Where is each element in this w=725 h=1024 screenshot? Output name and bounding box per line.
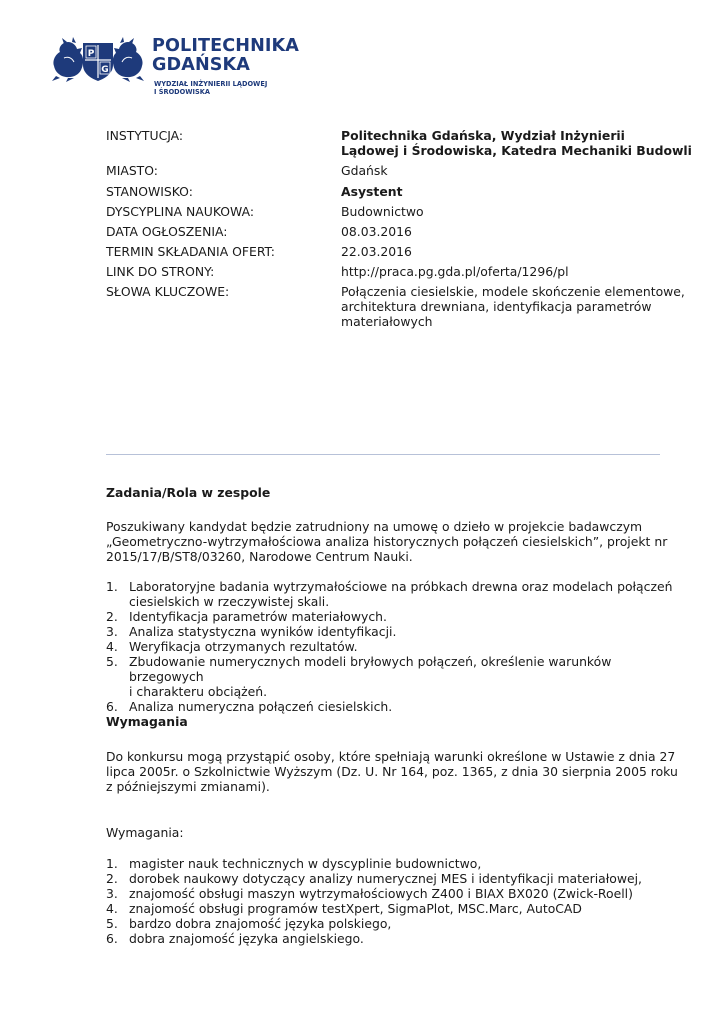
university-name-line-2: GDAŃSKA [152, 55, 251, 75]
list-item: 2. Identyfikacja parametrów materiałowych. [106, 609, 387, 624]
detail-label: LINK DO STRONY: [106, 264, 215, 279]
detail-value: Politechnika Gdańska, Wydział Inżynierii Lądowej i Środowiska, Katedra Mechaniki Budowli [341, 128, 692, 158]
list-item: 5. bardzo dobra znajomość języka polskiego, [106, 916, 392, 931]
university-name [152, 37, 299, 75]
griffin-emblem-icon [50, 36, 146, 82]
requirements-subtitle: Wymagania: [106, 825, 184, 840]
section-divider [106, 454, 660, 455]
list-item: 6. dobra znajomość języka angielskiego. [106, 931, 364, 946]
list-item: 2. dorobek naukowy dotyczący analizy numerycznej MES i identyfikacji materiałowej, [106, 871, 642, 886]
detail-label: DYSCYPLINA NAUKOWA: [106, 204, 255, 219]
university-name-line-1: POLITECHNIKA [152, 36, 299, 56]
list-item: 3. Analiza statystyczna wyników identyfikacji. [106, 624, 397, 639]
detail-label: TERMIN SKŁADANIA OFERT: [106, 244, 275, 259]
detail-value: 08.03.2016 [341, 224, 412, 239]
tasks-list [106, 579, 686, 714]
detail-label: INSTYTUCJA: [106, 128, 184, 143]
list-item: 4. Weryfikacja otrzymanych rezultatów. [106, 639, 358, 654]
list-item: 1. magister nauk technicznych w dyscyplinie budownictwo, [106, 856, 482, 871]
emblem-letter-g: G [101, 65, 109, 75]
tasks-intro: Poszukiwany kandydat będzie zatrudniony na umowę o dzieło w projekcie badawczym „Geometryczno-wytrzymałościowa analiza historycznych połączeń ciesielskich”, projekt nr 2015/17/B/ST8/03260, Narodowe Centrum Nauki. [106, 519, 668, 564]
requirements-list [106, 856, 686, 946]
detail-label: MIASTO: [106, 163, 158, 178]
emblem-letter-p: P [87, 49, 95, 59]
list-item: 3. znajomość obsługi maszyn wytrzymałościowych Z400 i BIAX BX020 (Zwick-Roell) [106, 886, 633, 901]
tasks-heading: Zadania/Rola w zespole [106, 485, 271, 500]
detail-label: STANOWISKO: [106, 184, 193, 199]
faculty-name-line-1: WYDZIAŁ INŻYNIERII LĄDOWEJ [154, 80, 268, 88]
requirements-intro: Do konkursu mogą przystąpić osoby, które spełniają warunki określone w Ustawie z dnia 27 lipca 2005r. o Szkolnictwie Wyższym (Dz. U. Nr 164, poz. 1365, z dnia 30 sierpnia 2005 roku z późniejszymi zmianami). [106, 749, 678, 794]
detail-label: SŁOWA KLUCZOWE: [106, 284, 230, 299]
list-item: 4. znajomość obsługi programów testXpert, SigmaPlot, MSC.Marc, AutoCAD [106, 901, 582, 916]
detail-value: Połączenia ciesielskie, modele skończenie elementowe, architektura drewniana, identyfikacja parametrów materiałowych [341, 284, 685, 329]
university-logo [50, 36, 299, 100]
faculty-name-line-2: I ŚRODOWISKA [154, 88, 210, 97]
detail-value: Asystent [341, 184, 403, 199]
detail-value: Gdańsk [341, 163, 388, 178]
list-item: 5. Zbudowanie numerycznych modeli bryłowych połączeń, określenie warunków brzegowych i charakteru obciążeń. [106, 654, 612, 699]
faculty-name [154, 80, 267, 97]
list-item: 6. Analiza numeryczna połączeń ciesielskich. [106, 699, 393, 714]
requirements-heading: Wymagania [106, 714, 188, 729]
detail-value: Budownictwo [341, 204, 424, 219]
list-item: 1. Laboratoryjne badania wytrzymałościowe na próbkach drewna oraz modelach połączeń ciesielskich w rzeczywistej skali. [106, 579, 673, 609]
detail-label: DATA OGŁOSZENIA: [106, 224, 228, 239]
offer-link[interactable]: http://praca.pg.gda.pl/oferta/1296/pl [341, 264, 569, 279]
detail-value: 22.03.2016 [341, 244, 412, 259]
